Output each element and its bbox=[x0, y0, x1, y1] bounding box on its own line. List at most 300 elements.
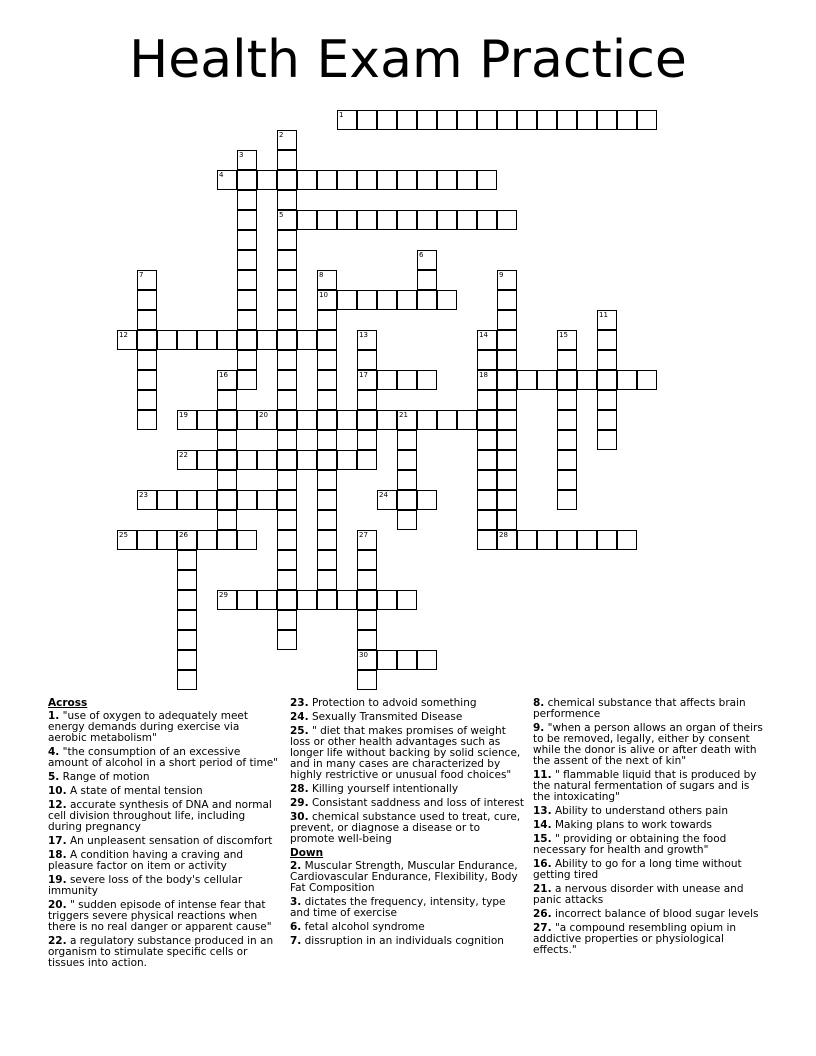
grid-cell[interactable] bbox=[337, 110, 357, 130]
clue-text: Making plans to work towards bbox=[551, 819, 713, 831]
down-clue bbox=[533, 770, 769, 803]
grid-cell[interactable] bbox=[317, 410, 337, 430]
grid-cell[interactable] bbox=[357, 590, 377, 610]
grid-cell[interactable] bbox=[217, 450, 237, 470]
grid-cell[interactable] bbox=[317, 530, 337, 550]
grid-cell[interactable] bbox=[277, 130, 297, 150]
grid-cell[interactable] bbox=[397, 290, 417, 310]
grid-cell[interactable] bbox=[497, 450, 517, 470]
clue-number: 26 bbox=[179, 531, 188, 539]
grid-cell[interactable] bbox=[397, 170, 417, 190]
grid-cell[interactable] bbox=[277, 590, 297, 610]
across-clue bbox=[48, 711, 278, 744]
grid-cell[interactable] bbox=[237, 590, 257, 610]
grid-cell[interactable] bbox=[357, 610, 377, 630]
clue-text: An unpleasent sensation of discomfort bbox=[66, 835, 273, 847]
grid-cell[interactable] bbox=[597, 390, 617, 410]
grid-cell[interactable] bbox=[437, 110, 457, 130]
grid-cell[interactable] bbox=[137, 290, 157, 310]
grid-cell[interactable] bbox=[137, 350, 157, 370]
grid-cell[interactable] bbox=[357, 670, 377, 690]
grid-cell[interactable] bbox=[217, 530, 237, 550]
grid-cell[interactable] bbox=[237, 410, 257, 430]
grid-cell[interactable] bbox=[517, 370, 537, 390]
grid-cell[interactable] bbox=[177, 570, 197, 590]
grid-cell[interactable] bbox=[497, 430, 517, 450]
clue-text: " sudden episode of intense fear that triggers severe physical reactions when there is no real danger or apparent cause" bbox=[48, 899, 272, 933]
grid-cell[interactable] bbox=[217, 170, 237, 190]
grid-cell[interactable] bbox=[517, 530, 537, 550]
clue-text: Protection to advoid something bbox=[308, 697, 477, 709]
grid-cell[interactable] bbox=[257, 170, 277, 190]
page-title: Health Exam Practice bbox=[129, 30, 687, 90]
grid-cell[interactable] bbox=[277, 190, 297, 210]
grid-cell[interactable] bbox=[417, 270, 437, 290]
grid-cell[interactable] bbox=[197, 410, 217, 430]
grid-cell[interactable] bbox=[317, 170, 337, 190]
grid-cell[interactable] bbox=[497, 210, 517, 230]
grid-cell[interactable] bbox=[137, 490, 157, 510]
down-clue bbox=[533, 859, 769, 881]
grid-cell[interactable] bbox=[557, 410, 577, 430]
grid-cell[interactable] bbox=[397, 490, 417, 510]
grid-cell[interactable] bbox=[437, 290, 457, 310]
grid-cell[interactable] bbox=[317, 510, 337, 530]
grid-cell[interactable] bbox=[597, 410, 617, 430]
clue-number: 22. bbox=[48, 935, 67, 947]
grid-cell[interactable] bbox=[277, 410, 297, 430]
grid-cell[interactable] bbox=[177, 330, 197, 350]
clue-number: 5 bbox=[279, 211, 284, 219]
grid-cell[interactable] bbox=[217, 590, 237, 610]
grid-cell[interactable] bbox=[237, 290, 257, 310]
grid-cell[interactable] bbox=[137, 330, 157, 350]
clue-number: 1. bbox=[48, 710, 60, 722]
grid-cell[interactable] bbox=[477, 210, 497, 230]
grid-cell[interactable] bbox=[357, 530, 377, 550]
grid-cell[interactable] bbox=[277, 610, 297, 630]
grid-cell[interactable] bbox=[417, 170, 437, 190]
grid-cell[interactable] bbox=[617, 370, 637, 390]
grid-cell[interactable] bbox=[317, 350, 337, 370]
grid-cell[interactable] bbox=[437, 170, 457, 190]
grid-cell[interactable] bbox=[357, 430, 377, 450]
grid-cell[interactable] bbox=[377, 110, 397, 130]
grid-cell[interactable] bbox=[397, 510, 417, 530]
clue-number: 2 bbox=[279, 131, 284, 139]
grid-cell[interactable] bbox=[237, 210, 257, 230]
grid-cell[interactable] bbox=[237, 330, 257, 350]
grid-cell[interactable] bbox=[237, 350, 257, 370]
grid-cell[interactable] bbox=[177, 590, 197, 610]
grid-cell[interactable] bbox=[317, 470, 337, 490]
grid-cell[interactable] bbox=[417, 490, 437, 510]
grid-cell[interactable] bbox=[597, 530, 617, 550]
grid-cell[interactable] bbox=[277, 470, 297, 490]
grid-cell[interactable] bbox=[317, 310, 337, 330]
down-clue bbox=[533, 923, 769, 956]
grid-cell[interactable] bbox=[477, 390, 497, 410]
clue-text: "when a person allows an organ of theirs to be removed, legally, either by consent while the donor is alive or after death with the assent of the next of kin" bbox=[533, 722, 763, 767]
grid-cell[interactable] bbox=[217, 410, 237, 430]
grid-cell[interactable] bbox=[337, 590, 357, 610]
clue-number: 21 bbox=[399, 411, 408, 419]
grid-cell[interactable] bbox=[177, 490, 197, 510]
grid-cell[interactable] bbox=[117, 330, 137, 350]
grid-cell[interactable] bbox=[297, 590, 317, 610]
grid-cell[interactable] bbox=[277, 310, 297, 330]
grid-cell[interactable] bbox=[397, 450, 417, 470]
grid-cell[interactable] bbox=[357, 370, 377, 390]
grid-cell[interactable] bbox=[617, 110, 637, 130]
grid-cell[interactable] bbox=[397, 650, 417, 670]
clue-number: 8 bbox=[319, 271, 324, 279]
grid-cell[interactable] bbox=[237, 150, 257, 170]
grid-cell[interactable] bbox=[437, 210, 457, 230]
grid-cell[interactable] bbox=[597, 110, 617, 130]
grid-cell[interactable] bbox=[497, 110, 517, 130]
grid-cell[interactable] bbox=[197, 530, 217, 550]
grid-cell[interactable] bbox=[557, 450, 577, 470]
grid-cell[interactable] bbox=[497, 510, 517, 530]
grid-cell[interactable] bbox=[157, 530, 177, 550]
grid-cell[interactable] bbox=[577, 530, 597, 550]
grid-cell[interactable] bbox=[177, 550, 197, 570]
grid-cell[interactable] bbox=[277, 350, 297, 370]
grid-cell[interactable] bbox=[617, 530, 637, 550]
grid-cell[interactable] bbox=[317, 550, 337, 570]
grid-cell[interactable] bbox=[317, 570, 337, 590]
grid-cell[interactable] bbox=[257, 490, 277, 510]
grid-cell[interactable] bbox=[397, 430, 417, 450]
clue-text: " flammable liquid that is produced by the natural fermentation of sugars and is the intoxicating" bbox=[533, 769, 757, 803]
grid-cell[interactable] bbox=[297, 210, 317, 230]
clue-text: severe loss of the body's cellular immunity bbox=[48, 874, 243, 897]
grid-cell[interactable] bbox=[477, 490, 497, 510]
grid-cell[interactable] bbox=[177, 450, 197, 470]
grid-cell[interactable] bbox=[237, 530, 257, 550]
grid-cell[interactable] bbox=[477, 370, 497, 390]
clue-number: 25. bbox=[290, 725, 309, 737]
grid-cell[interactable] bbox=[357, 650, 377, 670]
grid-cell[interactable] bbox=[477, 470, 497, 490]
grid-cell[interactable] bbox=[357, 550, 377, 570]
grid-cell[interactable] bbox=[177, 530, 197, 550]
grid-cell[interactable] bbox=[597, 370, 617, 390]
grid-cell[interactable] bbox=[557, 370, 577, 390]
grid-cell[interactable] bbox=[237, 250, 257, 270]
grid-cell[interactable] bbox=[337, 210, 357, 230]
clues-column-1 bbox=[48, 698, 278, 972]
grid-cell[interactable] bbox=[277, 570, 297, 590]
grid-cell[interactable] bbox=[357, 290, 377, 310]
grid-cell[interactable] bbox=[237, 450, 257, 470]
grid-cell[interactable] bbox=[377, 650, 397, 670]
grid-cell[interactable] bbox=[217, 490, 237, 510]
grid-cell[interactable] bbox=[277, 370, 297, 390]
grid-cell[interactable] bbox=[277, 230, 297, 250]
clue-number: 14 bbox=[479, 331, 488, 339]
grid-cell[interactable] bbox=[237, 230, 257, 250]
grid-cell[interactable] bbox=[497, 310, 517, 330]
grid-cell[interactable] bbox=[477, 170, 497, 190]
grid-cell[interactable] bbox=[137, 410, 157, 430]
clue-number: 1 bbox=[339, 111, 344, 119]
down-clue bbox=[533, 834, 769, 856]
grid-cell[interactable] bbox=[257, 410, 277, 430]
grid-cell[interactable] bbox=[317, 290, 337, 310]
grid-cell[interactable] bbox=[277, 390, 297, 410]
grid-cell[interactable] bbox=[557, 350, 577, 370]
grid-cell[interactable] bbox=[357, 170, 377, 190]
grid-cell[interactable] bbox=[497, 410, 517, 430]
grid-cell[interactable] bbox=[137, 270, 157, 290]
grid-cell[interactable] bbox=[237, 270, 257, 290]
grid-cell[interactable] bbox=[397, 210, 417, 230]
clue-text: Sexually Transmited Disease bbox=[308, 711, 463, 723]
grid-cell[interactable] bbox=[237, 490, 257, 510]
grid-cell[interactable] bbox=[377, 370, 397, 390]
across-clue bbox=[48, 772, 278, 783]
grid-cell[interactable] bbox=[317, 430, 337, 450]
down-clue bbox=[533, 698, 769, 720]
grid-cell[interactable] bbox=[397, 410, 417, 430]
grid-cell[interactable] bbox=[457, 210, 477, 230]
grid-cell[interactable] bbox=[277, 250, 297, 270]
grid-cell[interactable] bbox=[377, 590, 397, 610]
grid-cell[interactable] bbox=[417, 290, 437, 310]
grid-cell[interactable] bbox=[337, 450, 357, 470]
down-clue bbox=[290, 897, 526, 919]
grid-cell[interactable] bbox=[237, 190, 257, 210]
grid-cell[interactable] bbox=[277, 330, 297, 350]
across-clue bbox=[48, 900, 278, 933]
grid-cell[interactable] bbox=[557, 530, 577, 550]
grid-cell[interactable] bbox=[557, 330, 577, 350]
clue-number: 18. bbox=[48, 849, 67, 861]
grid-cell[interactable] bbox=[357, 110, 377, 130]
grid-cell[interactable] bbox=[497, 490, 517, 510]
grid-cell[interactable] bbox=[597, 310, 617, 330]
grid-cell[interactable] bbox=[477, 450, 497, 470]
grid-cell[interactable] bbox=[137, 370, 157, 390]
down-header: Down bbox=[290, 847, 324, 859]
grid-cell[interactable] bbox=[637, 370, 657, 390]
grid-cell[interactable] bbox=[397, 470, 417, 490]
grid-cell[interactable] bbox=[277, 150, 297, 170]
grid-cell[interactable] bbox=[477, 430, 497, 450]
grid-cell[interactable] bbox=[537, 530, 557, 550]
clue-number: 10 bbox=[319, 291, 328, 299]
grid-cell[interactable] bbox=[137, 310, 157, 330]
grid-cell[interactable] bbox=[277, 170, 297, 190]
grid-cell[interactable] bbox=[217, 330, 237, 350]
grid-cell[interactable] bbox=[317, 590, 337, 610]
grid-cell[interactable] bbox=[177, 630, 197, 650]
grid-cell[interactable] bbox=[357, 210, 377, 230]
grid-cell[interactable] bbox=[277, 510, 297, 530]
grid-cell[interactable] bbox=[317, 370, 337, 390]
grid-cell[interactable] bbox=[257, 450, 277, 470]
grid-cell[interactable] bbox=[377, 290, 397, 310]
grid-cell[interactable] bbox=[277, 630, 297, 650]
grid-cell[interactable] bbox=[557, 110, 577, 130]
grid-cell[interactable] bbox=[537, 370, 557, 390]
grid-cell[interactable] bbox=[497, 370, 517, 390]
grid-cell[interactable] bbox=[177, 610, 197, 630]
grid-cell[interactable] bbox=[277, 430, 297, 450]
grid-cell[interactable] bbox=[377, 490, 397, 510]
clue-number: 12. bbox=[48, 799, 67, 811]
grid-cell[interactable] bbox=[357, 350, 377, 370]
grid-cell[interactable] bbox=[597, 330, 617, 350]
grid-cell[interactable] bbox=[317, 490, 337, 510]
grid-cell[interactable] bbox=[277, 530, 297, 550]
grid-cell[interactable] bbox=[317, 210, 337, 230]
grid-cell[interactable] bbox=[117, 530, 137, 550]
grid-cell[interactable] bbox=[317, 330, 337, 350]
grid-cell[interactable] bbox=[637, 110, 657, 130]
grid-cell[interactable] bbox=[237, 170, 257, 190]
grid-cell[interactable] bbox=[217, 370, 237, 390]
grid-cell[interactable] bbox=[497, 470, 517, 490]
grid-cell[interactable] bbox=[177, 670, 197, 690]
clue-number: 19 bbox=[179, 411, 188, 419]
clue-text: "the consumption of an excessive amount of alcohol in a short period of time" bbox=[48, 746, 278, 769]
grid-cell[interactable] bbox=[217, 390, 237, 410]
clues-column-2 bbox=[290, 698, 526, 950]
grid-cell[interactable] bbox=[277, 550, 297, 570]
grid-cell[interactable] bbox=[557, 490, 577, 510]
grid-cell[interactable] bbox=[197, 330, 217, 350]
grid-cell[interactable] bbox=[257, 590, 277, 610]
grid-cell[interactable] bbox=[397, 590, 417, 610]
grid-cell[interactable] bbox=[477, 530, 497, 550]
grid-cell[interactable] bbox=[357, 410, 377, 430]
grid-cell[interactable] bbox=[477, 510, 497, 530]
grid-cell[interactable] bbox=[297, 450, 317, 470]
grid-cell[interactable] bbox=[437, 410, 457, 430]
grid-cell[interactable] bbox=[417, 650, 437, 670]
grid-cell[interactable] bbox=[277, 210, 297, 230]
across-clue bbox=[48, 800, 278, 833]
clue-number: 20. bbox=[48, 899, 67, 911]
grid-cell[interactable] bbox=[277, 490, 297, 510]
grid-cell[interactable] bbox=[377, 210, 397, 230]
grid-cell[interactable] bbox=[417, 370, 437, 390]
grid-cell[interactable] bbox=[217, 470, 237, 490]
grid-cell[interactable] bbox=[457, 170, 477, 190]
grid-cell[interactable] bbox=[137, 390, 157, 410]
grid-cell[interactable] bbox=[517, 110, 537, 130]
grid-cell[interactable] bbox=[497, 270, 517, 290]
clue-number: 3 bbox=[239, 151, 244, 159]
grid-cell[interactable] bbox=[177, 650, 197, 670]
grid-cell[interactable] bbox=[497, 350, 517, 370]
clue-number: 11. bbox=[533, 769, 552, 781]
grid-cell[interactable] bbox=[497, 330, 517, 350]
grid-cell[interactable] bbox=[537, 110, 557, 130]
across-clue bbox=[48, 936, 278, 969]
across-clue bbox=[290, 784, 526, 795]
grid-cell[interactable] bbox=[237, 370, 257, 390]
grid-cell[interactable] bbox=[557, 470, 577, 490]
grid-cell[interactable] bbox=[297, 170, 317, 190]
clue-number: 2. bbox=[290, 860, 302, 872]
grid-cell[interactable] bbox=[197, 450, 217, 470]
grid-cell[interactable] bbox=[417, 250, 437, 270]
grid-cell[interactable] bbox=[137, 530, 157, 550]
clue-text: fetal alcohol syndrome bbox=[301, 921, 425, 933]
grid-cell[interactable] bbox=[337, 170, 357, 190]
grid-cell[interactable] bbox=[457, 110, 477, 130]
grid-cell[interactable] bbox=[297, 410, 317, 430]
grid-cell[interactable] bbox=[497, 290, 517, 310]
grid-cell[interactable] bbox=[397, 370, 417, 390]
grid-cell[interactable] bbox=[417, 110, 437, 130]
grid-cell[interactable] bbox=[457, 410, 477, 430]
across-header: Across bbox=[48, 697, 88, 709]
grid-cell[interactable] bbox=[557, 390, 577, 410]
grid-cell[interactable] bbox=[477, 410, 497, 430]
grid-cell[interactable] bbox=[317, 450, 337, 470]
grid-cell[interactable] bbox=[577, 110, 597, 130]
grid-cell[interactable] bbox=[577, 370, 597, 390]
grid-cell[interactable] bbox=[397, 110, 417, 130]
across-clue bbox=[48, 836, 278, 847]
clue-number: 27 bbox=[359, 531, 368, 539]
clue-text: Consistant saddness and loss of interest bbox=[308, 797, 524, 809]
grid-cell[interactable] bbox=[157, 330, 177, 350]
grid-cell[interactable] bbox=[297, 330, 317, 350]
grid-cell[interactable] bbox=[357, 390, 377, 410]
grid-cell[interactable] bbox=[217, 510, 237, 530]
grid-cell[interactable] bbox=[597, 430, 617, 450]
grid-cell[interactable] bbox=[477, 110, 497, 130]
grid-cell[interactable] bbox=[417, 410, 437, 430]
grid-cell[interactable] bbox=[357, 630, 377, 650]
grid-cell[interactable] bbox=[337, 290, 357, 310]
clue-number: 17. bbox=[48, 835, 67, 847]
grid-cell[interactable] bbox=[317, 270, 337, 290]
grid-cell[interactable] bbox=[377, 410, 397, 430]
grid-cell[interactable] bbox=[477, 350, 497, 370]
grid-cell[interactable] bbox=[557, 430, 577, 450]
grid-cell[interactable] bbox=[597, 350, 617, 370]
grid-cell[interactable] bbox=[477, 330, 497, 350]
grid-cell[interactable] bbox=[257, 330, 277, 350]
grid-cell[interactable] bbox=[277, 270, 297, 290]
grid-cell[interactable] bbox=[277, 450, 297, 470]
grid-cell[interactable] bbox=[357, 570, 377, 590]
clue-text: Range of motion bbox=[59, 771, 150, 783]
grid-cell[interactable] bbox=[377, 170, 397, 190]
grid-cell[interactable] bbox=[177, 410, 197, 430]
grid-cell[interactable] bbox=[277, 290, 297, 310]
grid-cell[interactable] bbox=[157, 490, 177, 510]
grid-cell[interactable] bbox=[497, 390, 517, 410]
clues-column-3 bbox=[533, 698, 769, 959]
grid-cell[interactable] bbox=[237, 310, 257, 330]
grid-cell[interactable] bbox=[317, 390, 337, 410]
grid-cell[interactable] bbox=[357, 330, 377, 350]
grid-cell[interactable] bbox=[197, 490, 217, 510]
grid-cell[interactable] bbox=[217, 430, 237, 450]
grid-cell[interactable] bbox=[357, 450, 377, 470]
grid-cell[interactable] bbox=[417, 210, 437, 230]
grid-cell[interactable] bbox=[337, 410, 357, 430]
grid-cell[interactable] bbox=[497, 530, 517, 550]
